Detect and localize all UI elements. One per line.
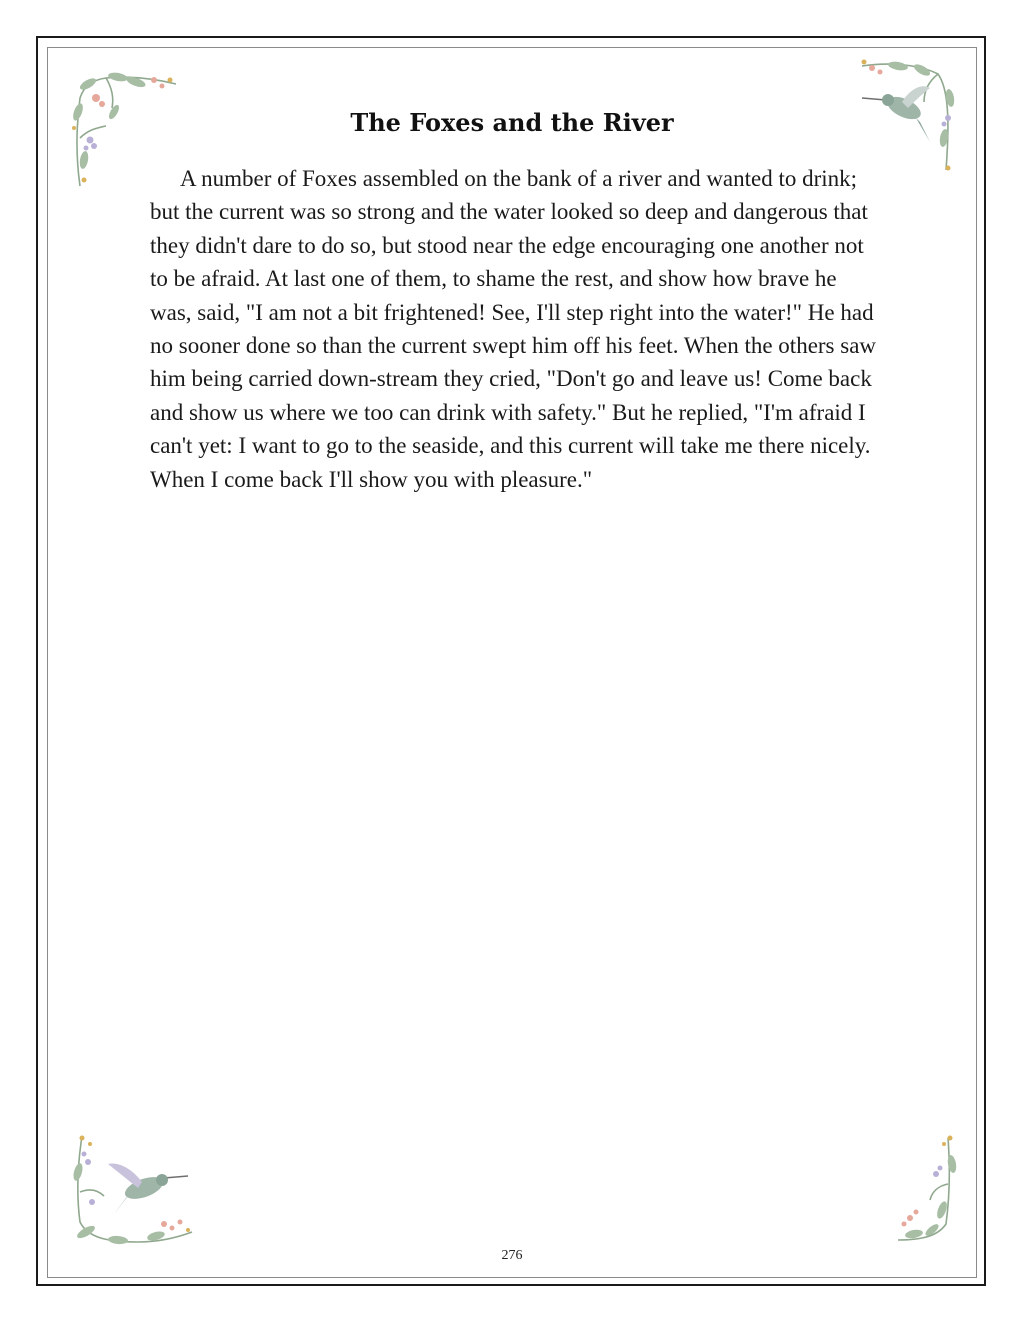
page-number: 276 xyxy=(501,1248,523,1263)
hummingbird-floral-icon xyxy=(68,1132,198,1248)
floral-corner-icon xyxy=(892,1134,962,1244)
story-title: The Foxes and the River xyxy=(350,108,674,137)
story-body: A number of Foxes assembled on the bank of a river and wanted to drink; but the current was so strong and the water looked so deep and dangerous that they didn't dare to do so, but stood near the edge encouraging one another not to be afraid. At last one of them, to shame the rest, and show how brave he was, said, "I am not a bit frightened! See, I'll step right into the water!" He had no sooner done so than the current swept him off his feet. When the others saw him being carried down-stream they cried, "Don't go and leave us! Come back and show us where we too can drink with safety." But he replied, "I'm afraid I can't yet: I want to go to the seaside, and this current will take me there nicely. When I come back I'll show you with pleasure." xyxy=(150,166,877,492)
